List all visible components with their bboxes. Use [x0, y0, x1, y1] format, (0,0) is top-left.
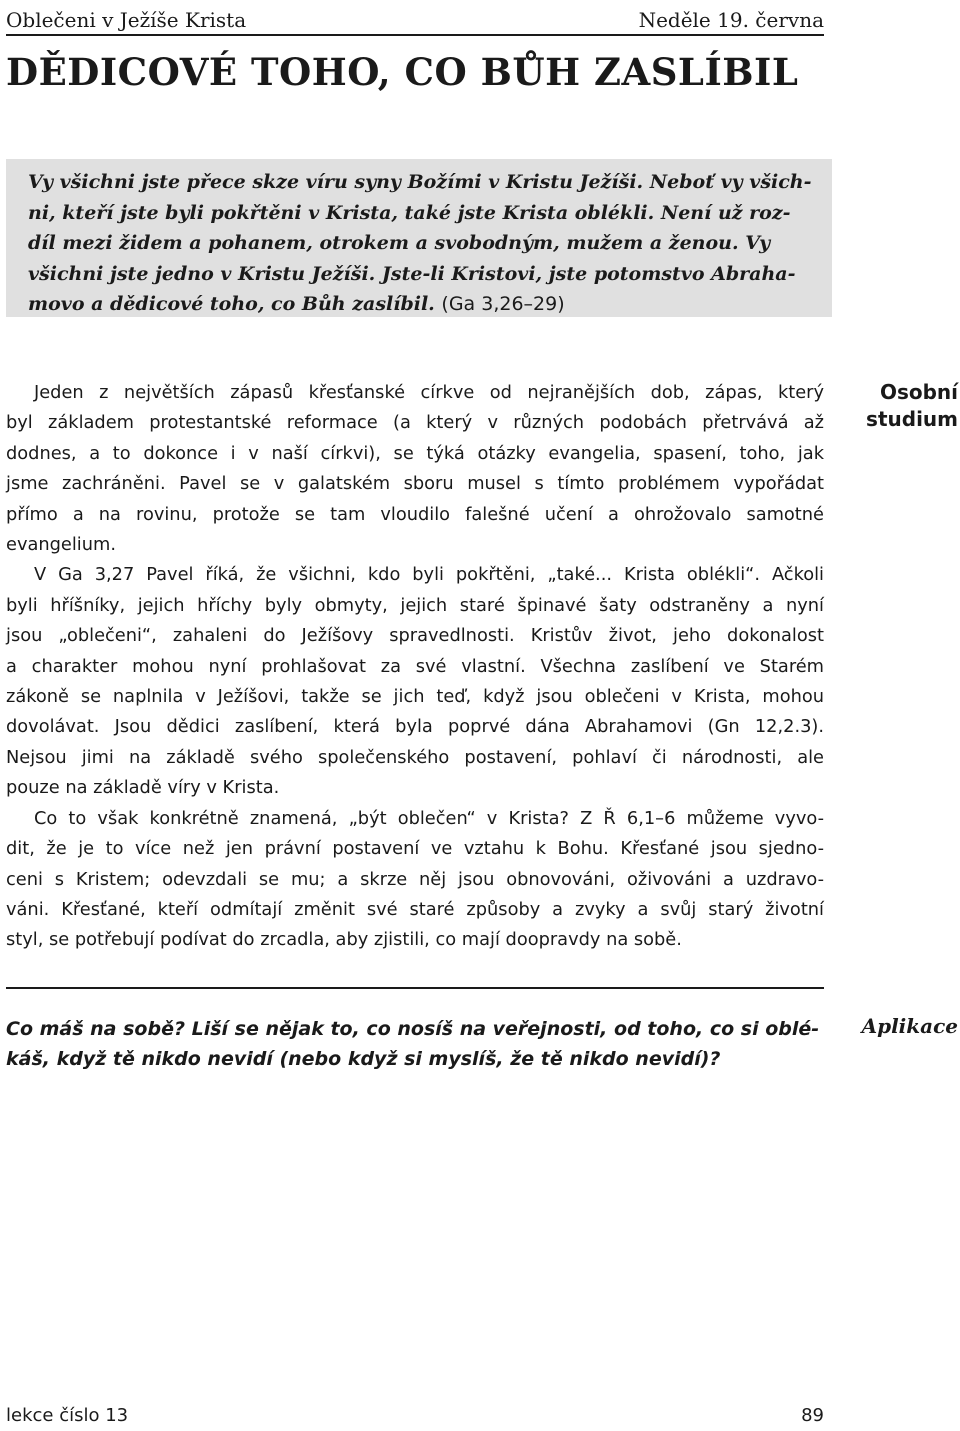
study-line: pouze na základě víry v Krista.: [6, 777, 280, 799]
study-line: V Ga 3,27 Pavel říká, že všichni, kdo byli pokřtěni, „také... Krista oblékli“. Ačkoli: [34, 564, 824, 586]
memory-line: movo a dědicové toho, co Bůh zaslíbil.: [28, 293, 435, 315]
study-label-line2: studium: [866, 407, 958, 431]
study-line: dovolávat. Jsou dědici zaslíbení, která byla poprvé dána Abrahamovi (Gn 12,2.3).: [6, 716, 824, 738]
study-line: ceni s Kristem; odevzdali se mu; a skrze něj jsou obnovováni, oživováni a uzdravo-: [6, 868, 824, 890]
application-line: Co máš na sobě? Liší se nějak to, co nosíš na veřejnosti, od toho, co si oblé-: [6, 1018, 820, 1040]
study-line: Jeden z největších zápasů křesťanské církve od nejranějších dob, zápas, který: [34, 382, 824, 403]
study-line: zákoně se naplnila v Ježíšovi, takže se jich teď, když jsou oblečeni v Krista, mohou: [6, 686, 824, 708]
study-line: Co to však konkrétně znamená, „být oblečen“ v Krista? Z Ř 6,1–6 můžeme vyvo-: [34, 807, 824, 829]
memory-text-box: [6, 159, 832, 317]
page-number: 89: [801, 1405, 824, 1426]
header-lesson-title: Oblečeni v Ježíše Krista: [6, 8, 247, 32]
memory-line: všichni jste jedno v Kristu Ježíši. Jste-li Kristovi, jste potomstvo Abraha-: [28, 262, 796, 285]
study-line: evangelium.: [6, 534, 116, 556]
study-line: byli hříšníky, jejich hříchy byly obmyty, jejich staré špinavé šaty odstraněny a nyní: [6, 594, 824, 616]
study-line: dit, že je to více než jen právní postavení ve vztahu k Bohu. Křesťané jsou sjedno-: [6, 838, 824, 860]
page-footer: [6, 1405, 824, 1426]
study-line: styl, se potřebují podívat do zrcadla, aby zjistili, co mají doopravdy na sobě.: [6, 929, 682, 951]
header-date: Neděle 19. června: [638, 8, 824, 32]
lesson-number: lekce číslo 13: [6, 1405, 129, 1426]
study-label-line1: Osobní: [879, 380, 958, 404]
application-line: káš, když tě nikdo nevidí (nebo když si myslíš, že tě nikdo nevidí)?: [6, 1048, 721, 1070]
memory-line: Vy všichni jste přece skze víru syny Božími v Kristu Ježíši. Neboť vy všich-: [28, 171, 812, 193]
running-header: [6, 2, 824, 32]
study-line: a charakter mohou nyní prohlašovat za své vlastní. Všechna zaslíbení ve Starém: [6, 655, 824, 677]
page-title: DĚDICOVÉ TOHO, CO BŮH ZASLÍBIL: [6, 50, 799, 94]
application-label: Aplikace: [861, 1014, 958, 1038]
study-text: [6, 378, 824, 956]
study-line: byl základem protestantské reformace (a který v různých podobách přetrvává až: [6, 412, 824, 434]
application-text: [6, 1014, 824, 1074]
memory-line: ni, kteří jste byli pokřtěni v Krista, také jste Krista oblékli. Není už roz-: [28, 201, 791, 224]
header-rule: [6, 34, 824, 36]
study-line: přímo a na rovinu, protože se tam vloudilo falešné učení a ohrožovalo samotné: [6, 503, 824, 525]
section-rule: [6, 987, 824, 989]
study-line: váni. Křesťané, kteří odmítají změnit své staré způsoby a zvyky a svůj starý životní: [6, 898, 824, 920]
study-line: dodnes, a to dokonce i v naší církvi), se týká otázky evangelia, spasení, toho, jak: [6, 442, 824, 464]
study-line: Nejsou jimi na základě svého společenského postavení, pohlaví či národnosti, ale: [6, 746, 824, 768]
study-label: [848, 379, 958, 433]
memory-line: díl mezi židem a pohanem, otrokem a svobodným, mužem a ženou. Vy: [28, 232, 771, 254]
memory-line-last: [28, 289, 816, 320]
memory-reference: (Ga 3,26–29): [441, 293, 565, 315]
study-line: jsou „oblečeni“, zahaleni do Ježíšovy spravedlnosti. Kristův život, jeho dokonalost: [6, 625, 824, 647]
study-line: jsme zachráněni. Pavel se v galatském sboru musel s tímto problémem vypořádat: [6, 473, 824, 495]
